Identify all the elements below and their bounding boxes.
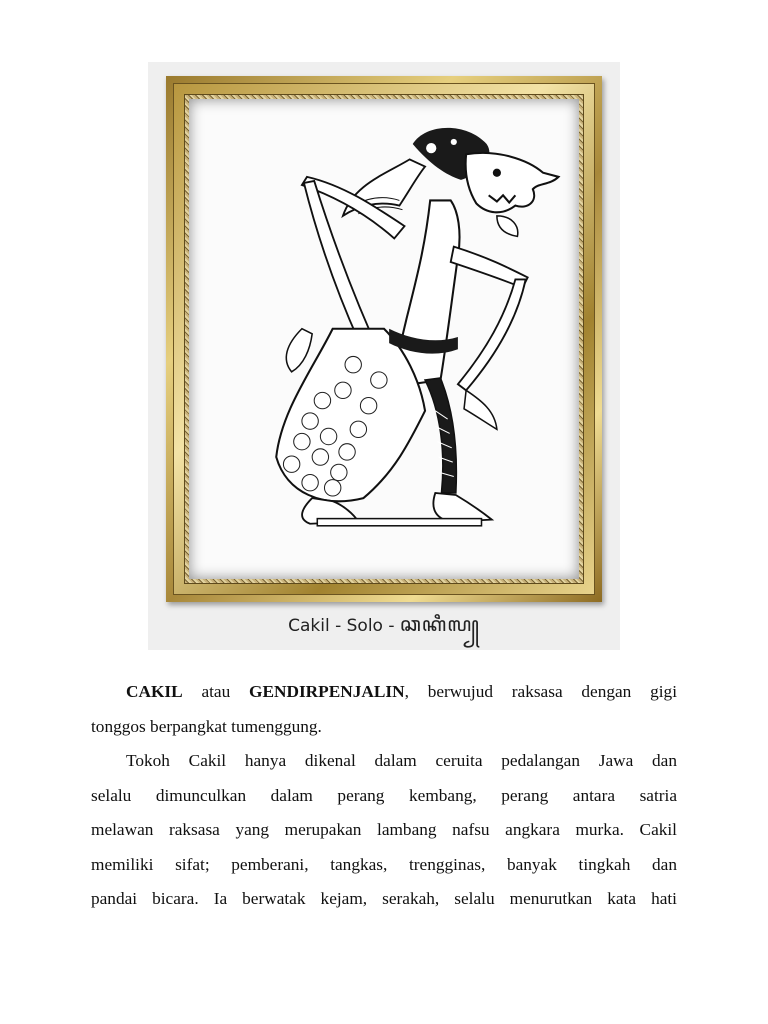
- wayang-figure: [148, 62, 620, 650]
- front-foot: [433, 493, 491, 522]
- caption-separator: -: [382, 616, 400, 636]
- body-text: [91, 675, 677, 917]
- paragraph-2-line-5: pandai bicara. Ia berwatak kejam, serakah, selalu menurutkan kata hati: [91, 889, 677, 908]
- picture-frame: [166, 76, 602, 602]
- eye: [493, 169, 501, 177]
- ground-bar: [317, 519, 481, 526]
- caption-javanese-script: ꦕꦏꦶꦭ꧀: [399, 612, 480, 636]
- paragraph-2-line-4: memiliki sifat; pemberani, tangkas, trengginas, banyak tingkah dan: [91, 854, 677, 874]
- headdress-ornament: [426, 143, 436, 153]
- wayang-illustration: [189, 99, 579, 579]
- arm-bracelet: [497, 216, 518, 237]
- frame-border: [173, 83, 595, 595]
- paragraph-2-line-3: melawan raksasa yang merupakan lambang nafsu angkara murka. Cakil: [91, 820, 677, 839]
- tail-ornament: [286, 329, 312, 372]
- text-span: , berwujud raksasa dengan gigi: [404, 682, 677, 701]
- text-span: atau: [182, 682, 250, 701]
- paragraph-2-line-2: selalu dimunculkan dalam perang kembang, perang antara satria: [91, 785, 677, 805]
- headdress-ornament: [451, 139, 457, 145]
- paragraph-2-line-1: Tokoh Cakil hanya dikenal dalam ceruita pedalangan Jawa dan: [126, 751, 677, 770]
- frame-ornament: [184, 94, 584, 584]
- caption-place: Solo: [346, 616, 383, 636]
- figure-caption: [148, 610, 620, 650]
- caption-separator: -: [329, 616, 347, 636]
- paragraph-1-line-1: [91, 675, 677, 710]
- wayang-cakil-drawing: [189, 99, 579, 579]
- face-shape: [466, 153, 559, 212]
- hand: [464, 390, 497, 429]
- term-gendirpenjalin: GENDIRPENJALIN: [249, 682, 405, 701]
- term-cakil: CAKIL: [126, 682, 183, 701]
- paragraph-1-line-2: tonggos berpangkat tumenggung.: [91, 716, 322, 736]
- front-forearm: [458, 279, 526, 390]
- torso-shape: [399, 200, 460, 385]
- caption-name: Cakil: [288, 616, 330, 636]
